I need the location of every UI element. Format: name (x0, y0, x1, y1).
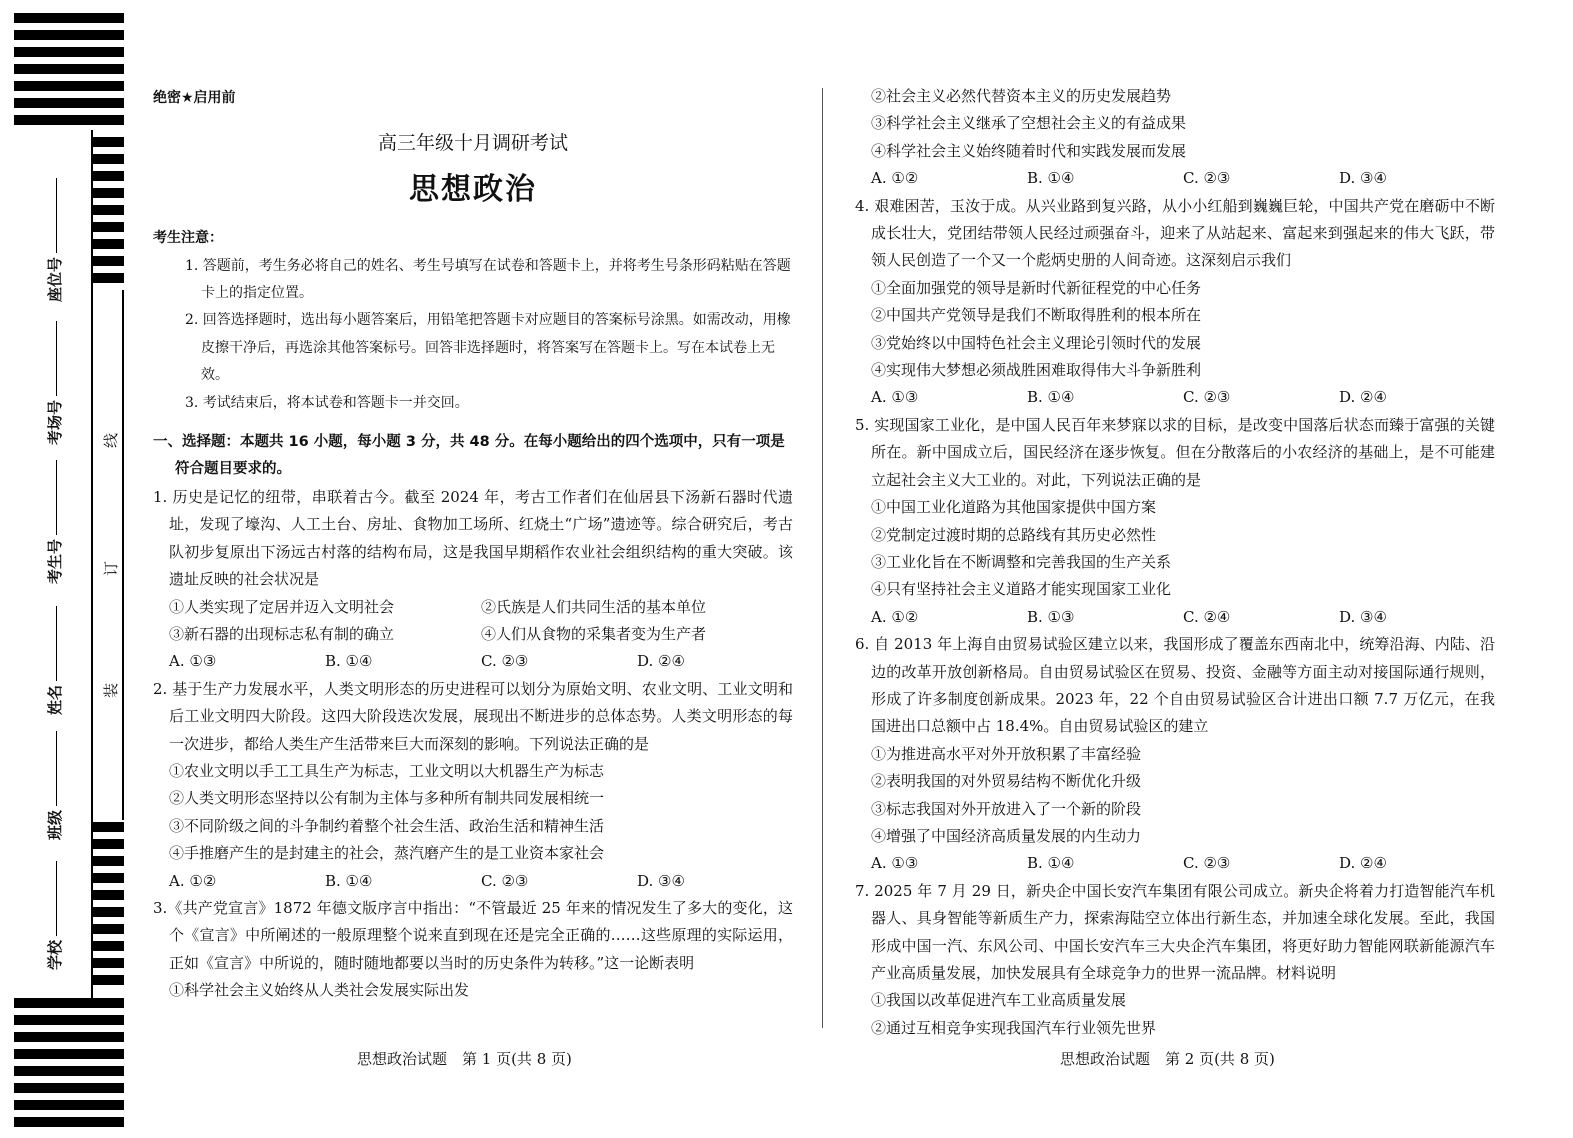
question-1-statements (153, 594, 793, 621)
name-field[interactable]: 姓名 (44, 606, 65, 715)
choice-a: A. ①② (169, 871, 217, 890)
statement: ④增强了中国经济高质量发展的内生动力 (871, 826, 1142, 845)
statement: ④实现伟大梦想必须战胜困难取得伟大斗争新胜利 (871, 361, 1202, 380)
exam-title: 高三年级十月调研考试 (377, 132, 568, 155)
choice-a: A. ①③ (871, 388, 919, 407)
question-4-choices (855, 384, 1495, 411)
school-field[interactable]: 学校 (44, 861, 65, 970)
page-1-footer: 思想政治试题 第 1 页(共 8 页) (357, 1050, 572, 1068)
question-6-stem: 6. 自 2013 年上海自由贸易试验区建立以来，我国形成了覆盖东西南北中，统筹沿海、内陆、沿边的改革开放创新格局。自由贸易试验区在贸易、投资、金融等方面主动对接国际通行规则，形成了许多制度创新成果。2023 年，22 个自由贸易试验区合计进出口额 7.7 万亿元，在我国进出口总额中占 18.4%。自由贸易试验区的建立 (855, 635, 1495, 736)
statement: ①为推进高水平对外开放积累了丰富经验 (871, 744, 1142, 763)
seat-number-field[interactable]: 座位号 (44, 178, 65, 302)
page-1-column (153, 83, 793, 1005)
question-6-choices (855, 850, 1495, 877)
choice-a: A. ①③ (169, 652, 217, 671)
question-5-choices (855, 604, 1495, 631)
statement: ④人们从食物的采集者变为生产者 (481, 624, 707, 643)
choice-b: B. ①④ (1027, 169, 1075, 188)
subject-title: 思想政治 (409, 171, 537, 207)
page-2-footer: 思想政治试题 第 2 页(共 8 页) (1060, 1050, 1275, 1068)
question-5-stem: 5. 实现国家工业化，是中国人民百年来梦寐以求的目标，是改变中国落后状态而臻于富强的关键所在。新中国成立后，国民经济在逐步恢复。但在分散落后的小农经济的基础上，是不可能建立起社会主义大工业的。对此，下列说法正确的是 (855, 415, 1495, 489)
statement: ④科学社会主义始终随着时代和实践发展而发展 (871, 141, 1187, 160)
question-7-stem: 7. 2025 年 7 月 29 日，新央企中国长安汽车集团有限公司成立。新央企将着力打造智能汽车机器人、具身智能等新质生产力，探索海陆空立体出行新生态，并加速全球化发展。至此，我国形成中国一汽、东风公司、中国长安汽车三大央企汽车集团，将更好助力智能网联新能源汽车产业高质量发展，加快发展具有全球竞争力的世界一流品牌。材料说明 (855, 881, 1495, 982)
statement: ②表明我国的对外贸易结构不断优化升级 (871, 772, 1142, 791)
choice-b: B. ①④ (1027, 854, 1075, 873)
cut-mark-staple: 装 (102, 682, 120, 698)
exam-room-field[interactable]: 考场号 (44, 321, 65, 445)
candidate-number-field[interactable]: 考生号 (44, 460, 65, 584)
choice-d: D. ②④ (637, 652, 685, 671)
class-field[interactable]: 班级 (44, 731, 65, 840)
statement: ④手推磨产生的是封建主的社会，蒸汽磨产生的是工业资本家社会 (169, 844, 605, 863)
statement: ②社会主义必然代替资本主义的历史发展趋势 (871, 87, 1172, 105)
cut-mark-bind: 订 (102, 560, 120, 576)
choice-c: C. ②④ (1183, 607, 1231, 626)
section-heading: 一、选择题：本题共 16 小题，每小题 3 分，共 48 分。在每小题给出的四个选项中，只有一项是符合题目要求的。 (153, 434, 785, 478)
choice-d: D. ③④ (1339, 169, 1387, 188)
column-divider (822, 88, 823, 1028)
choice-c: C. ②③ (481, 652, 529, 671)
choice-c: C. ②③ (1183, 854, 1231, 873)
notice-item: 1. 答题前，考生务必将自己的姓名、考生号填写在试卷和答题卡上，并将考生号条形码粘贴在答题卡上的指定位置。 (185, 257, 791, 302)
page-2-column (855, 83, 1495, 1042)
question-2-stem: 2. 基于生产力发展水平，人类文明形态的历史进程可以划分为原始文明、农业文明、工业文明和后工业文明四大阶段。这四大阶段迭次发展，展现出不断进步的总体态势。人类文明形态的每一次进步，都给人类生产生活带来巨大而深刻的影响。下列说法正确的是 (153, 679, 793, 753)
statement: ③新石器的出现标志私有制的确立 (169, 624, 395, 643)
statement: ①中国工业化道路为其他国家提供中国方案 (871, 498, 1157, 517)
notice-item: 2. 回答选择题时，选出每小题答案后，用铅笔把答题卡对应题目的答案标号涂黑。如需改动，用橡皮擦干净后，再选涂其他答案标号。回答非选择题时，将答案写在答题卡上。写在本试卷上无效。 (185, 312, 791, 384)
choice-d: D. ③④ (1339, 607, 1387, 626)
statement: ③不同阶级之间的斗争制约着整个社会生活、政治生活和精神生活 (169, 816, 605, 835)
choice-c: C. ②③ (1183, 388, 1231, 407)
statement: ①科学社会主义始终从人类社会发展实际出发 (169, 981, 470, 1000)
choice-c: C. ②③ (1183, 169, 1231, 188)
statement: ④只有坚持社会主义道路才能实现国家工业化 (871, 580, 1172, 599)
choice-a: A. ①② (871, 607, 919, 626)
notice-item: 3. 考试结束后，将本试卷和答题卡一并交回。 (185, 394, 469, 411)
question-1-choices (153, 648, 793, 675)
statement: ③标志我国对外开放进入了一个新的阶段 (871, 799, 1142, 818)
statement: ②党制定过渡时期的总路线有其历史必然性 (871, 525, 1157, 544)
question-4-stem: 4. 艰难困苦，玉汝于成。从兴业路到复兴路，从小小红船到巍巍巨轮，中国共产党在磨砺中不断成长壮大，党团结带领人民经过顽强奋斗，迎来了从站起来、富起来到强起来的伟大飞跃，带领人民创造了一个又一个彪炳史册的人间奇迹。这深刻启示我们 (855, 196, 1495, 270)
statement: ②人类文明形态坚持以公有制为主体与多种所有制共同发展相统一 (169, 789, 605, 808)
choice-d: D. ②④ (1339, 854, 1387, 873)
question-1-stem: 1. 历史是记忆的纽带，串联着古今。截至 2024 年，考古工作者们在仙居县下汤新石器时代遗址，发现了壕沟、人工土台、房址、食物加工场所、红烧土“广场”遗迹等。综合研究后，考古队初步复原出下汤远古村落的结构布局，这是我国早期稻作农业社会组织结构的重大突破。该遗址反映的社会状况是 (153, 487, 793, 589)
statement: ③党始终以中国特色社会主义理论引领时代的发展 (871, 333, 1202, 352)
choice-c: C. ②③ (481, 871, 529, 890)
choice-d: D. ②④ (1339, 388, 1387, 407)
choice-b: B. ①④ (1027, 388, 1075, 407)
statement: ②通过互相竞争实现我国汽车行业领先世界 (871, 1018, 1157, 1037)
choice-b: B. ①④ (325, 652, 373, 671)
statement: ①我国以改革促进汽车工业高质量发展 (871, 991, 1127, 1010)
choice-b: B. ①③ (1027, 607, 1075, 626)
question-2-choices (153, 868, 793, 895)
notice-heading: 考生注意： (153, 230, 223, 247)
choice-a: A. ①② (871, 169, 919, 188)
statement: ③工业化旨在不断调整和完善我国的生产关系 (871, 552, 1172, 571)
choice-b: B. ①④ (325, 871, 373, 890)
statement: ①全面加强党的领导是新时代新征程党的中心任务 (871, 278, 1202, 297)
question-1-statements (153, 621, 793, 648)
cut-mark-line: 线 (102, 432, 120, 448)
statement: ①农业文明以手工工具生产为标志，工业文明以大机器生产为标志 (169, 761, 605, 780)
statement: ②中国共产党领导是我们不断取得胜利的根本所在 (871, 306, 1202, 325)
statement: ②氏族是人们共同生活的基本单位 (481, 597, 707, 616)
statement: ③科学社会主义继承了空想社会主义的有益成果 (871, 114, 1187, 133)
choice-a: A. ①③ (871, 854, 919, 873)
statement: ①人类实现了定居并迈入文明社会 (169, 597, 395, 616)
choice-d: D. ③④ (637, 871, 685, 890)
question-3-choices (855, 165, 1495, 192)
confidential-mark: 绝密★启用前 (153, 90, 236, 106)
binding-strip (0, 0, 130, 1138)
question-3-stem: 3.《共产党宣言》1872 年德文版序言中指出：“不管最近 25 年来的情况发生了多大的变化，这个《宣言》中所阐述的一般原理整个说来直到现在还是完全正确的……这些原理的实际运用，正如《宣言》中所说的，随时随地都要以当时的历史条件为转移。”这一论断表明 (153, 898, 793, 972)
